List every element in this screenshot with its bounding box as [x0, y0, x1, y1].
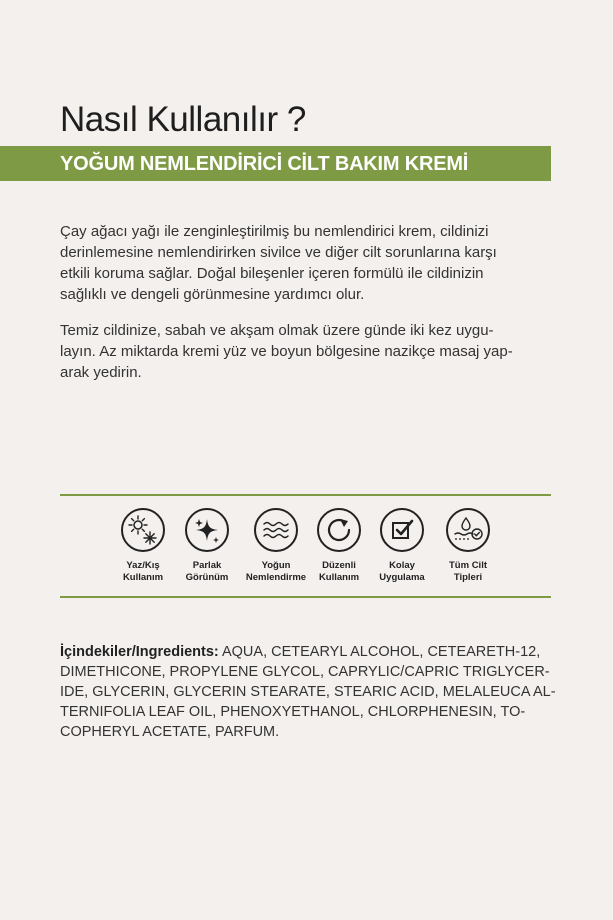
feature-yaz-kis	[108, 508, 178, 584]
description-line: sağlıklı ve dengeli görünmesine yardımcı olur.	[60, 286, 365, 303]
description-line: Çay ağacı yağı ile zenginleştirilmiş bu nemlendirici krem, cildinizi	[60, 223, 489, 240]
ingredients-line: COPHERYL ACETATE, PARFUM.	[60, 724, 280, 740]
sun-snowflake-icon	[121, 508, 165, 552]
product-name: YOĞUM NEMLENDİRİCİ CİLT BAKIM KREMİ	[60, 153, 469, 175]
ingredients-label: İçindekiler/Ingredients:	[60, 644, 219, 660]
drop-skin-check-icon	[446, 508, 490, 552]
feature-parlak	[172, 508, 242, 584]
waves-icon	[254, 508, 298, 552]
product-banner	[0, 146, 551, 181]
feature-label: Düzenli Kullanım	[318, 560, 360, 583]
description-paragraph	[60, 221, 560, 305]
description-line: derinlemesine nemlendirirken sivilce ve diğer cilt sorunlarına karşı	[60, 244, 497, 261]
feature-label: Yoğun Nemlendirme	[245, 560, 307, 583]
divider-top	[60, 494, 551, 496]
ingredients-line	[60, 642, 550, 662]
description-line: etkili koruma sağlar. Doğal bileşenler içeren formülü ile cildinizin	[60, 265, 484, 282]
feature-label: Tüm Cilt Tipleri	[449, 560, 487, 583]
circular-arrow-icon	[317, 508, 361, 552]
usage-line: arak yedirin.	[60, 364, 142, 381]
ingredients-line: TERNIFOLIA LEAF OIL, PHENOXYETHANOL, CHLORPHENESIN, TO-	[60, 704, 526, 720]
sparkle-icon	[185, 508, 229, 552]
feature-label: Kolay Uygulama	[379, 560, 425, 583]
checkbox-icon	[380, 508, 424, 552]
ingredients-block	[60, 642, 556, 742]
divider-bottom	[60, 596, 551, 598]
page-title: Nasıl Kullanılır ?	[60, 100, 306, 139]
usage-line: Temiz cildinize, sabah ve akşam olmak üzere günde iki kez uygu-	[60, 322, 494, 339]
feature-kolay	[367, 508, 437, 584]
ingredients-text: AQUA, CETEARYL ALCOHOL, CETEARETH-12,	[218, 644, 541, 660]
feature-label: Yaz/Kış Kullanım	[122, 560, 164, 583]
feature-label: Parlak Görünüm	[185, 560, 229, 583]
feature-duzenli	[304, 508, 374, 584]
ingredients-line: IDE, GLYCERIN, GLYCERIN STEARATE, STEARIC ACID, MELALEUCA AL-	[60, 684, 556, 700]
ingredients-line: DIMETHICONE, PROPYLENE GLYCOL, CAPRYLIC/CAPRIC TRIGLYCER-	[60, 664, 550, 680]
usage-paragraph	[60, 320, 560, 383]
feature-yogun	[241, 508, 311, 584]
feature-tum-cilt	[433, 508, 503, 584]
usage-line: layın. Az miktarda kremi yüz ve boyun bölgesine nazikçe masaj yap-	[60, 343, 513, 360]
